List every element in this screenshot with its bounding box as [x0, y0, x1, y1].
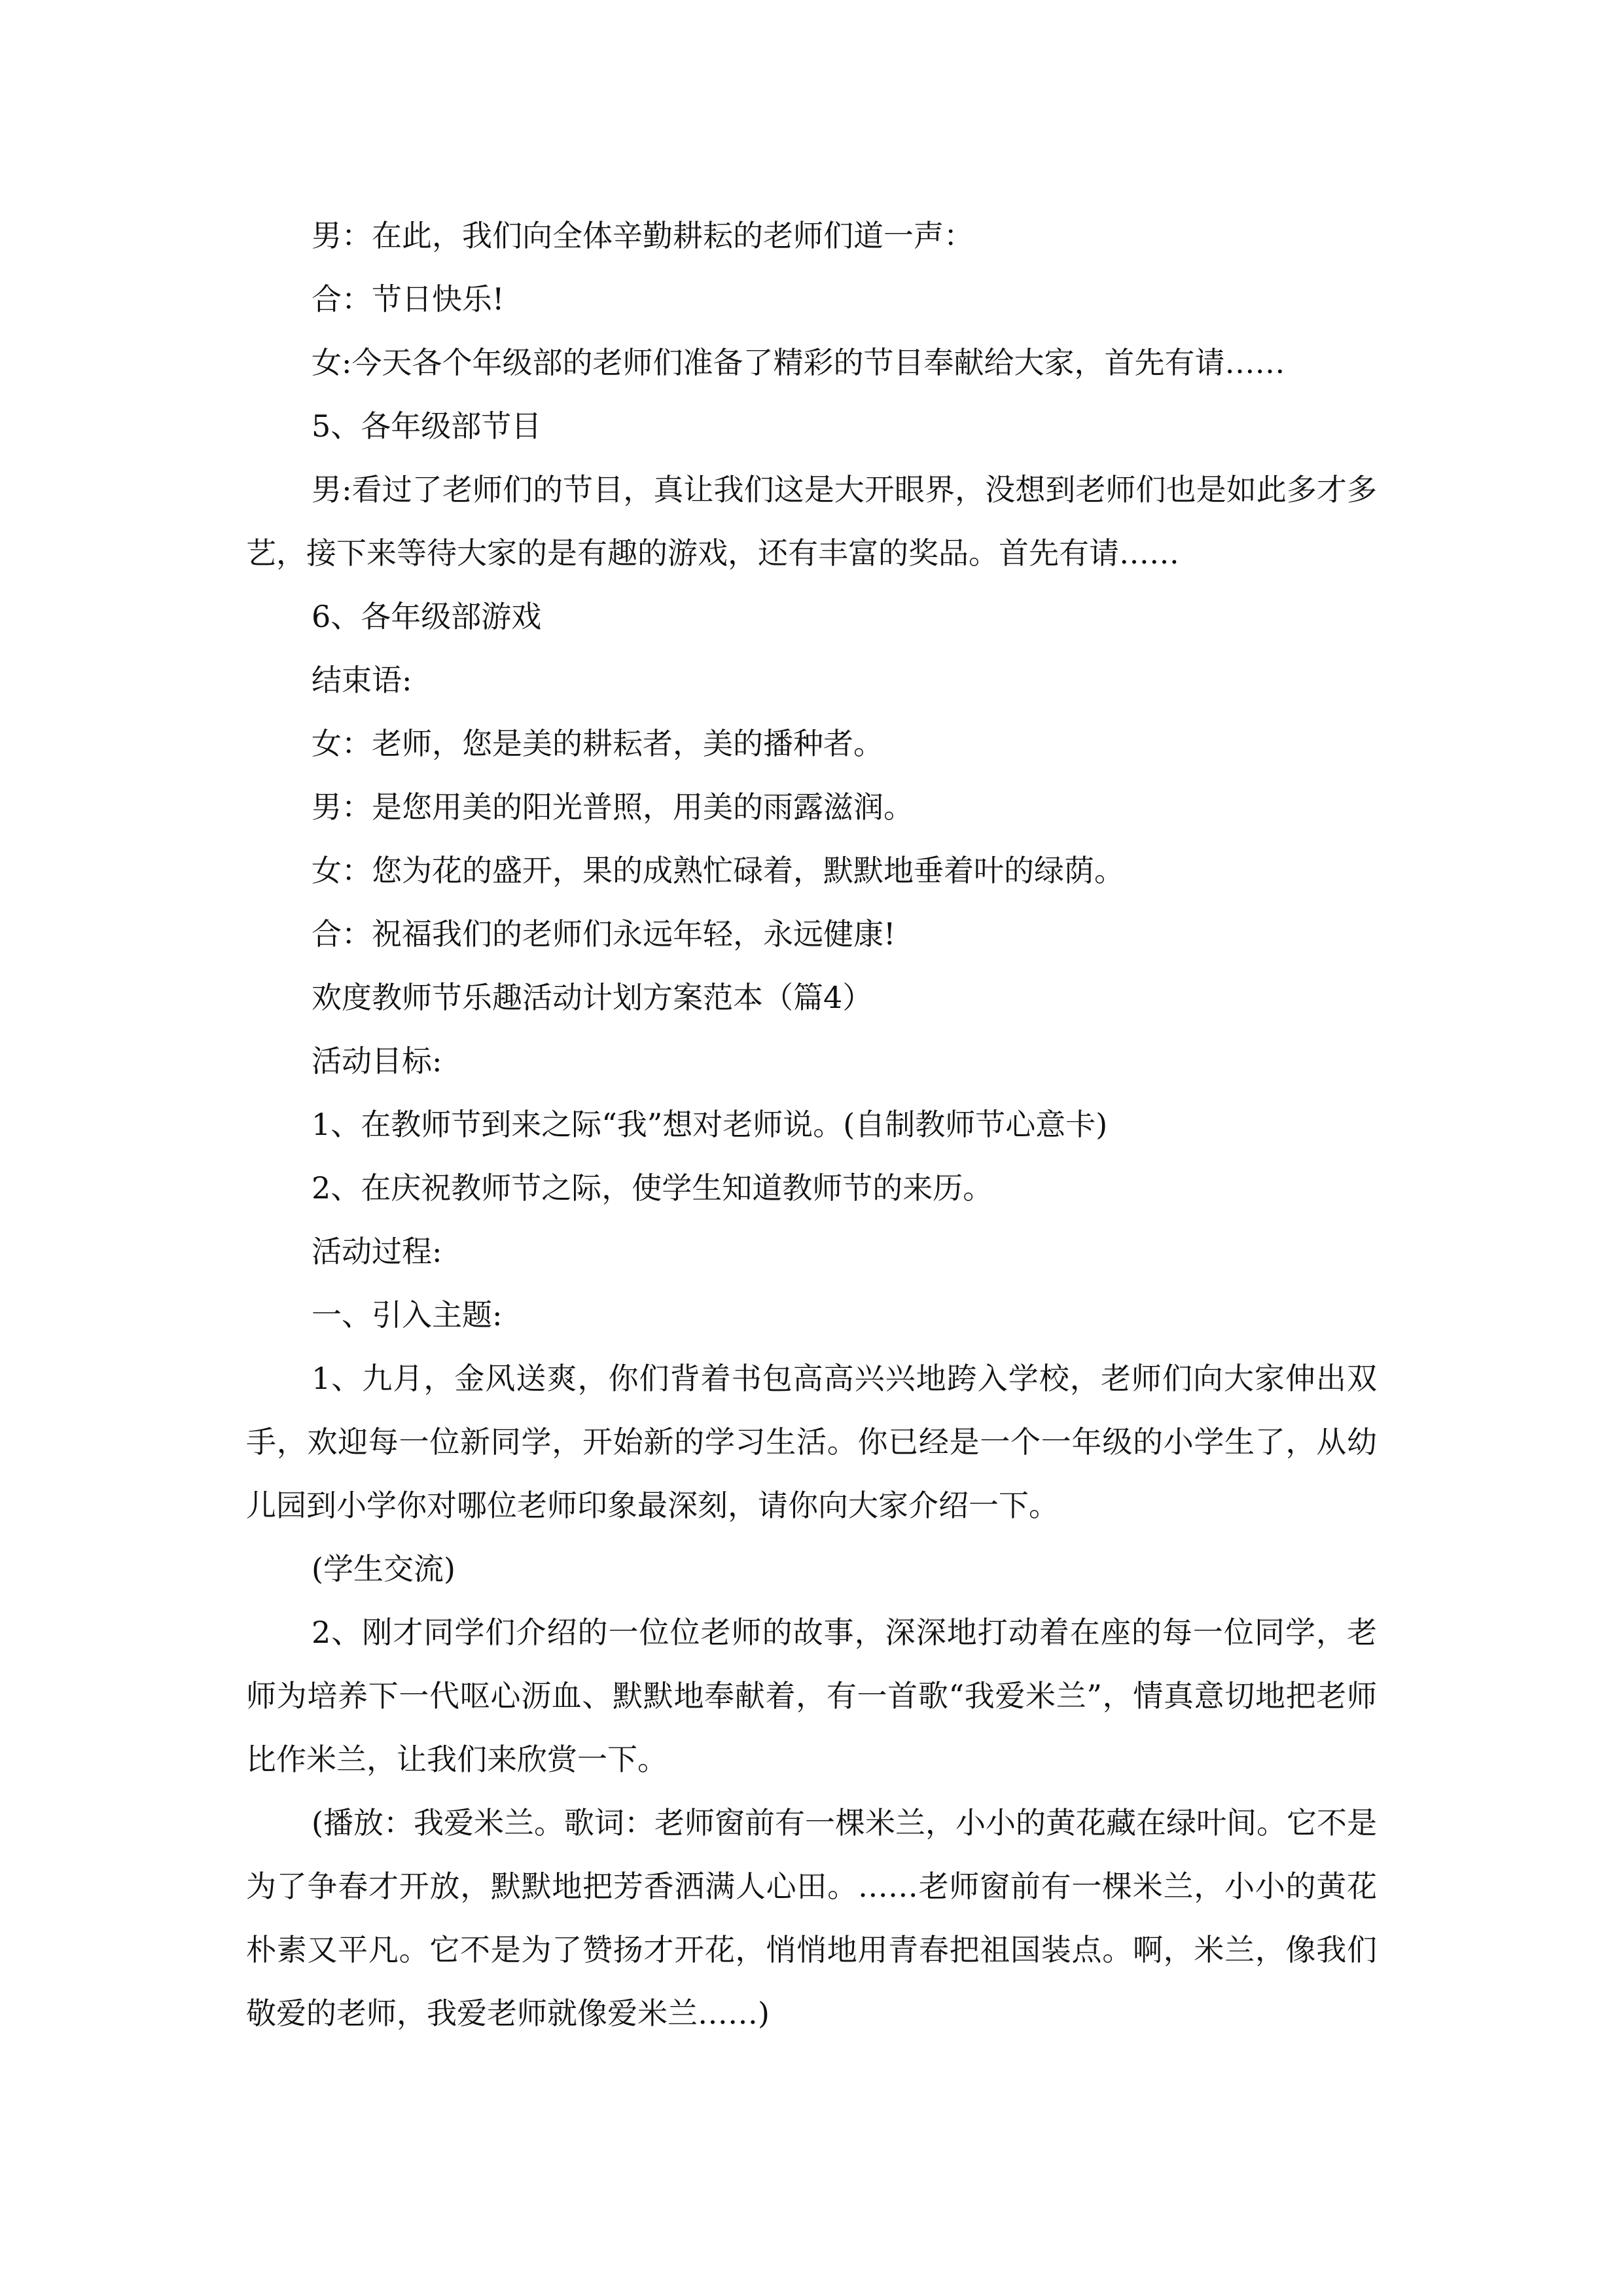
- paragraph: 1、在教师节到来之际“我”想对老师说。(自制教师节心意卡): [312, 1107, 1108, 1142]
- paragraph: 女：您为花的盛开，果的成熟忙碌着，默默地垂着叶的绿荫。: [312, 853, 1124, 888]
- paragraph: 合：节日快乐!: [312, 281, 505, 317]
- paragraph: 女:今天各个年级部的老师们准备了精彩的节目奉献给大家，首先有请……: [312, 345, 1285, 380]
- paragraph: (播放：我爱米兰。歌词：老师窗前有一棵米兰，小小的黄花藏在绿叶间。它不是为了争春才开放，默默地把芳香洒满人心田。……老师窗前有一棵米兰，小小的黄花朴素又平凡。它不是为了赞扬才开花，悄悄地用青春把祖国装点。啊，米兰，像我们敬爱的老师，我爱老师就像爱米兰……): [246, 1805, 1377, 2031]
- document-body: [246, 204, 1377, 2045]
- section-heading: 5、各年级部节目: [312, 408, 542, 444]
- paragraph: 男：在此，我们向全体辛勤耕耘的老师们道一声：: [312, 218, 974, 253]
- section-heading: 6、各年级部游戏: [312, 599, 542, 634]
- paragraph: 女：老师，您是美的耕耘者，美的播种者。: [312, 726, 883, 761]
- section-heading: 活动过程:: [312, 1234, 442, 1269]
- paragraph: 1、九月，金风送爽，你们背着书包高高兴兴地跨入学校，老师们向大家伸出双手，欢迎每一位新同学，开始新的学习生活。你已经是一个一年级的小学生了，从幼儿园到小学你对哪位老师印象最深刻，请你向大家介绍一下。: [246, 1361, 1377, 1523]
- paragraph: 合：祝福我们的老师们永远年轻，永远健康!: [312, 916, 896, 952]
- paragraph: 2、在庆祝教师节之际，使学生知道教师节的来历。: [312, 1170, 993, 1206]
- paragraph: 男:看过了老师们的节目，真让我们这是大开眼界，没想到老师们也是如此多才多艺，接下来等待大家的是有趣的游戏，还有丰富的奖品。首先有请……: [246, 472, 1377, 571]
- paragraph: 2、刚才同学们介绍的一位位老师的故事，深深地打动着在座的每一位同学，老师为培养下一代呕心沥血、默默地奉献着，有一首歌“我爱米兰”，情真意切地把老师比作米兰，让我们来欣赏一下。: [246, 1615, 1377, 1777]
- section-heading: 一、引入主题:: [312, 1297, 503, 1333]
- paragraph: 男：是您用美的阳光普照，用美的雨露滋润。: [312, 789, 914, 825]
- paragraph: (学生交流): [312, 1551, 455, 1587]
- section-heading: 活动目标:: [312, 1043, 442, 1079]
- document-title: 欢度教师节乐趣活动计划方案范本（篇4）: [312, 980, 873, 1015]
- section-heading: 结束语:: [312, 662, 412, 698]
